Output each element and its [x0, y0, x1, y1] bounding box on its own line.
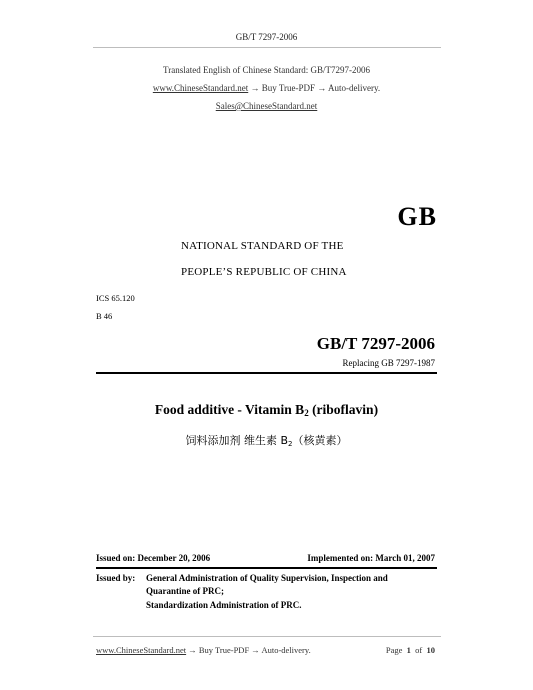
page-indicator	[386, 645, 435, 655]
email-line	[0, 101, 533, 111]
buy-text: → Buy True-PDF → Auto-delivery.	[250, 83, 381, 93]
issuer-line3: Standardization Administration of PRC.	[146, 600, 302, 610]
chinese-title	[0, 432, 533, 448]
ics-code: ICS 65.120	[96, 293, 135, 303]
issuer-line2: Quarantine of PRC;	[146, 586, 224, 596]
of-label: of	[415, 645, 423, 655]
title-prefix: Food additive - Vitamin B	[154, 402, 305, 417]
document-title	[0, 402, 533, 418]
category-code: B 46	[96, 311, 113, 321]
footer-divider	[93, 636, 441, 637]
gb-mark: GB	[397, 202, 437, 231]
title-divider-top	[96, 372, 437, 374]
standard-number: GB/T 7297-2006	[316, 334, 435, 353]
footer-site-link[interactable]: www.ChineseStandard.net	[96, 645, 187, 655]
source-links-line	[0, 83, 533, 93]
page-number: 1	[406, 645, 411, 655]
issuer-line1: General Administration of Quality Supervision, Inspection and	[146, 573, 388, 583]
dates-divider	[96, 567, 437, 569]
title-suffix: (riboflavin)	[308, 402, 379, 417]
sales-email-link[interactable]: Sales@ChineseStandard.net	[215, 101, 318, 111]
cn-title-suffix: （核黄素）	[292, 434, 348, 447]
issuer-label: Issued by:	[96, 573, 136, 583]
national-standard-line2: PEOPLE’S REPUBLIC OF CHINA	[181, 266, 347, 278]
footer-links	[96, 645, 311, 655]
issued-on-date: Issued on: December 20, 2006	[96, 553, 211, 563]
site-link[interactable]: www.ChineseStandard.net	[152, 83, 249, 93]
national-standard-line1: NATIONAL STANDARD OF THE	[181, 240, 344, 252]
header-divider	[93, 47, 441, 48]
implemented-on-date: Implemented on: March 01, 2007	[307, 553, 435, 563]
replacing-note: Replacing GB 7297-1987	[342, 358, 435, 368]
cn-title-prefix: 饲料添加剂 维生素 B	[185, 434, 289, 447]
title-subscript: 2	[304, 408, 309, 418]
page-total: 10	[426, 645, 435, 655]
translation-notice: Translated English of Chinese Standard: GB/T7297-2006	[163, 65, 370, 75]
page-label: Page	[385, 645, 403, 655]
running-header: GB/T 7297-2006	[235, 32, 298, 42]
cn-title-subscript: 2	[288, 440, 293, 448]
footer-buy-text: → Buy True-PDF → Auto-delivery.	[188, 645, 311, 655]
